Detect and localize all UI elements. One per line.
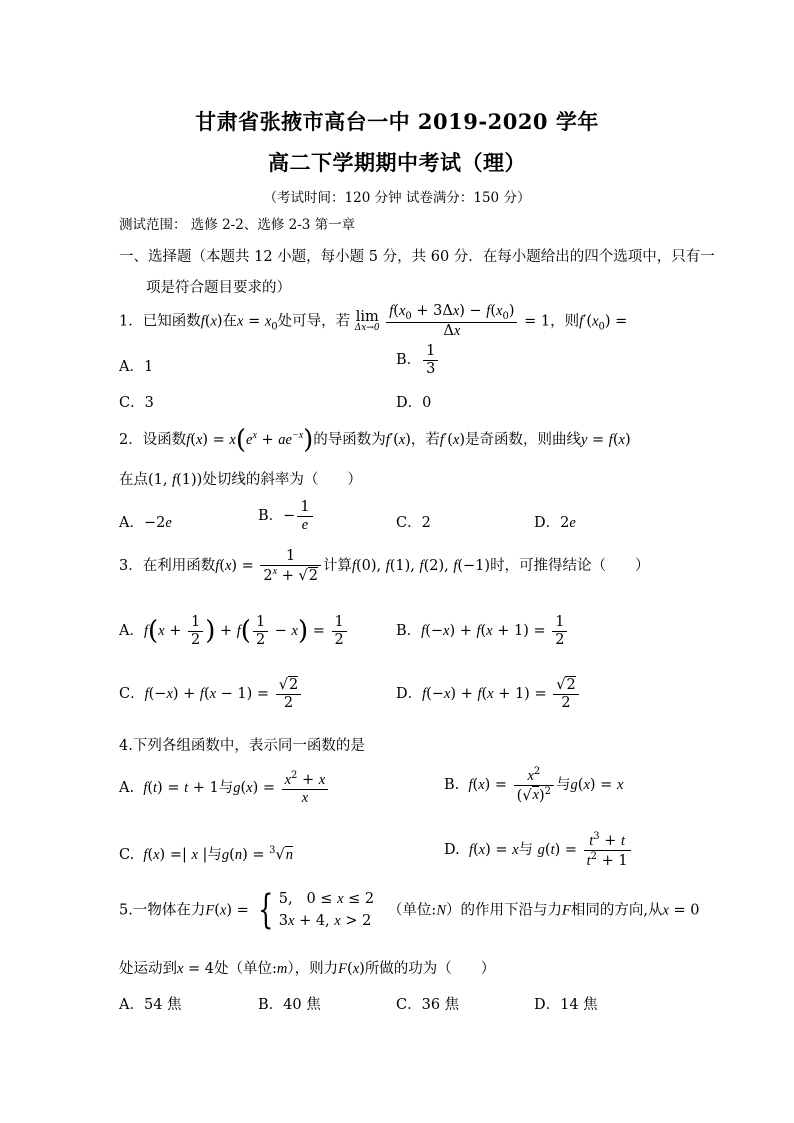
q3-option-a-label: A． — [119, 623, 144, 640]
q3-option-d: D．f(−x) + f(x + 1) = $\frac{√2}{2}$ — [396, 677, 581, 711]
q5-option-c: C．36 焦 — [396, 997, 460, 1013]
q2-option-d: D．2e — [534, 515, 576, 531]
q2-line2-a: 在点 — [119, 472, 148, 488]
q4-option-d-label: D. — [444, 842, 460, 858]
q4-option-d: D. f(x) = x与 g(t) = $\frac{t^3 + t}{t^2 + 1}$ — [444, 831, 633, 869]
q2-option-a-label: A． — [119, 515, 144, 531]
q2-option-b-label: B． — [258, 508, 284, 525]
test-scope: 测试范围： 选修 2-2、选修 2-3 第一章 — [119, 217, 356, 233]
q4-option-c-label: C. — [119, 847, 135, 863]
q3-option-d-label: D． — [396, 686, 423, 703]
q5-text-b: ）的作用下沿与力 — [445, 902, 562, 919]
q5-line2-d: 所做的功为（ ） — [364, 961, 496, 977]
q5-line2-b: 处（单位: — [214, 961, 277, 977]
section-heading-cont: 项是符合题目要求的） — [146, 280, 291, 296]
q1-b-num: 1 — [423, 343, 438, 361]
q2-option-b: B．− $\frac{1}{e}$ — [258, 499, 315, 533]
q4-d-yu: 与 — [518, 842, 534, 858]
q5-line2-c: ），则力 — [287, 961, 339, 977]
q2-line2-b: 处切线的斜率为（ ） — [202, 472, 362, 488]
section-heading: 一、选择题（本题共 12 小题，每小题 5 分，共 60 分．在每小题给出的四个选项中，只有一 — [119, 249, 715, 265]
q2-option-d-label: D． — [534, 515, 561, 531]
q1-text-b: 处可导，若 — [277, 313, 351, 330]
question-2: 2．设函数$f(x) = x(e^x + ae^{-x})$的导函数为f′(x)，若f′(x)是奇函数，则曲线y = f(x) — [119, 425, 631, 455]
q4-option-b-label: B. — [444, 777, 460, 793]
exam-info: （考试时间：120 分钟 试卷满分：150 分） — [263, 190, 531, 206]
q2-text-c: 是奇函数，则曲线 — [464, 432, 581, 448]
q4-option-b: B. f(x) = $\frac{x^2}{(√x)^2}$ 与g(x) = x — [444, 766, 624, 804]
q2-option-a: A．−2e — [119, 515, 172, 531]
q1-option-c: C．3 — [119, 395, 154, 411]
q1-option-a: A．1 — [119, 359, 154, 375]
q5-text-c: 相同的方向,从 — [570, 902, 663, 919]
q3-option-c: C．f(−x) + f(x − 1) = $\frac{√2}{2}$ — [119, 677, 303, 711]
question-4: 4.下列各组函数中，表示同一函数的是 — [119, 738, 365, 754]
q3-option-c-label: C． — [119, 686, 145, 703]
q4-c-yu: 与 — [207, 847, 222, 863]
question-2-line-2: 在点(1, f(1))处切线的斜率为（ ） — [119, 472, 362, 488]
q5-prefix: 5.一物体在力 — [119, 902, 206, 919]
q4-option-c: C. f(x) =| x |与g(n) = $^3$√n — [119, 845, 293, 863]
q3-text-b: 时，可推得结论（ ） — [490, 558, 650, 575]
question-1: 1．已知函数f(x)在$x = x_0$处可导，若 lim Δx→0 $\frac{f(x_0 + 3\Delta x) - f(x_0)}{\Delta x}$ = 1，则$f'(x_0)$ = — [119, 303, 628, 340]
q1-b-den: 3 — [426, 360, 436, 377]
q5-option-d: D．14 焦 — [534, 997, 598, 1013]
question-5: 5.一物体在力F(x) = { 5, 0 ≤ x ≤ 2 3x + 4, x > 2 （单位:N）的作用下沿与力F相同的方向,从x = 0 — [119, 887, 700, 934]
q4-option-a-label: A. — [119, 780, 135, 797]
q3-prefix: 3．在利用函数 — [119, 558, 216, 575]
title-line-1: 甘肃省张掖市高台一中 2019-2020 学年 — [195, 109, 599, 134]
q1-option-b — [396, 343, 440, 377]
q2-option-c: C．2 — [396, 515, 431, 531]
question-5-line-2: 处运动到x = 4处（单位:m），则力F(x)所做的功为（ ） — [119, 961, 496, 977]
q3-option-b-label: B． — [396, 623, 422, 640]
q3-text-a: 计算 — [322, 558, 352, 575]
q2-prefix: 2．设函数 — [119, 432, 187, 448]
q5-option-b: B．40 焦 — [258, 997, 321, 1013]
q1-text-c: ，则 — [550, 313, 580, 330]
title-line-2: 高二下学期期中考试（理） — [268, 150, 526, 175]
q3-option-b: B．f(−x) + f(x + 1) = $\frac{1}{2}$ — [396, 614, 569, 648]
q2-text-a: 的导函数为 — [313, 432, 386, 448]
q1-prefix: 1．已知函数 — [119, 313, 201, 330]
q1-option-d: D．0 — [396, 395, 432, 411]
q3-option-a: A．f(x + $\frac{1}{2}$ ) + f( $\frac{1}{2}$ − x) = $\frac{1}{2}$ — [119, 614, 349, 648]
q4-b-yu: 与 — [556, 777, 571, 793]
q4-option-a: A. f(t) = t + 1与g(x) = $\frac{x^2 + x}{x}$ — [119, 770, 330, 806]
q2-text-b: ，若 — [410, 432, 440, 448]
q1-option-b-label: B． — [396, 352, 422, 369]
question-3: 3．在利用函数f(x) = $\frac{1}{2^x + √2}$ 计算f(0), f(1), f(2), f(−1)时，可推得结论（ ） — [119, 548, 650, 584]
q5-option-a: A．54 焦 — [119, 997, 182, 1013]
q4-a-yu: 与 — [218, 780, 234, 797]
q5-text-a: （单位: — [387, 902, 437, 919]
q1-text-a: 在 — [222, 313, 238, 330]
q5-line2-a: 处运动到 — [119, 961, 177, 977]
